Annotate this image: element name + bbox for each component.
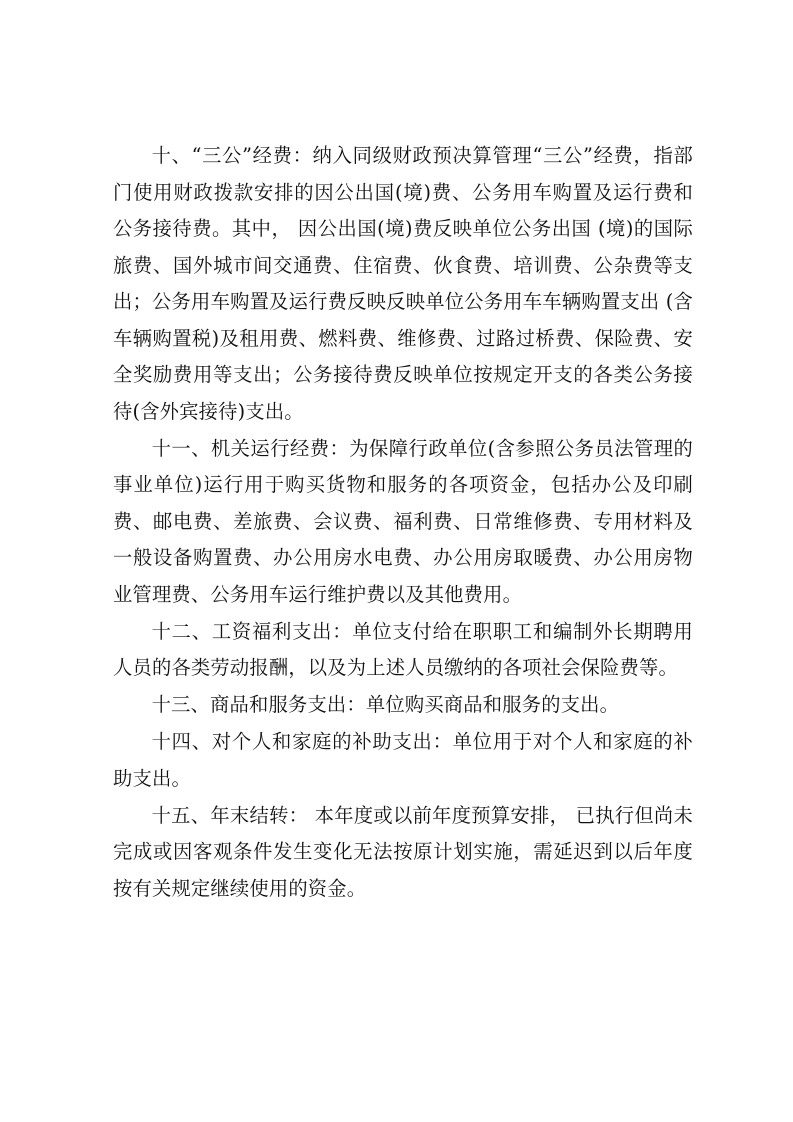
document-body: [113, 138, 693, 907]
paragraph-agency-operating-expenses: 十一、机关运行经费：为保障行政单位(含参照公务员法管理的事业单位)运行用于购买货物和服务的各项资金，包括办公及印刷费、邮电费、差旅费、会议费、福利费、日常维修费、专用材料及一般设备购置费、办公用房水电费、办公用房取暖费、办公用房物业管理费、公务用车运行维护费以及其他费用。: [113, 436, 693, 606]
paragraph-wage-welfare-expenditure: 十二、工资福利支出：单位支付给在职职工和编制外长期聘用人员的各类劳动报酬，以及为上述人员缴纳的各项社会保险费等。: [113, 619, 693, 679]
paragraph-goods-services-expenditure: 十三、商品和服务支出：单位购买商品和服务的支出。: [151, 693, 620, 716]
paragraph-household-subsidy-expenditure: 十四、对个人和家庭的补助支出：单位用于对个人和家庭的补助支出。: [113, 730, 693, 790]
paragraph-year-end-carryover: 十五、年末结转： 本年度或以前年度预算安排， 已执行但尚未完成或因客观条件发生变化无法按原计划实施，需延迟到以后年度按有关规定继续使用的资金。: [113, 803, 693, 900]
paragraph-san-gong-expenses: 十、“三公”经费：纳入同级财政预决算管理“三公”经费，指部门使用财政拨款安排的因公出国(境)费、公务用车购置及运行费和公务接待费。其中， 因公出国(境)费反映单位公务出国 (境)的国际旅费、国外城市间交通费、住宿费、伙食费、培训费、公杂费等支出；公务用车购置及运行费反映反映单位公务用车车辆购置支出 (含车辆购置税)及租用费、燃料费、维修费、过路过桥费、保险费、安全奖励费用等支出；公务接待费反映单位按规定开支的各类公务接待(含外宾接待)支出。: [113, 144, 693, 423]
